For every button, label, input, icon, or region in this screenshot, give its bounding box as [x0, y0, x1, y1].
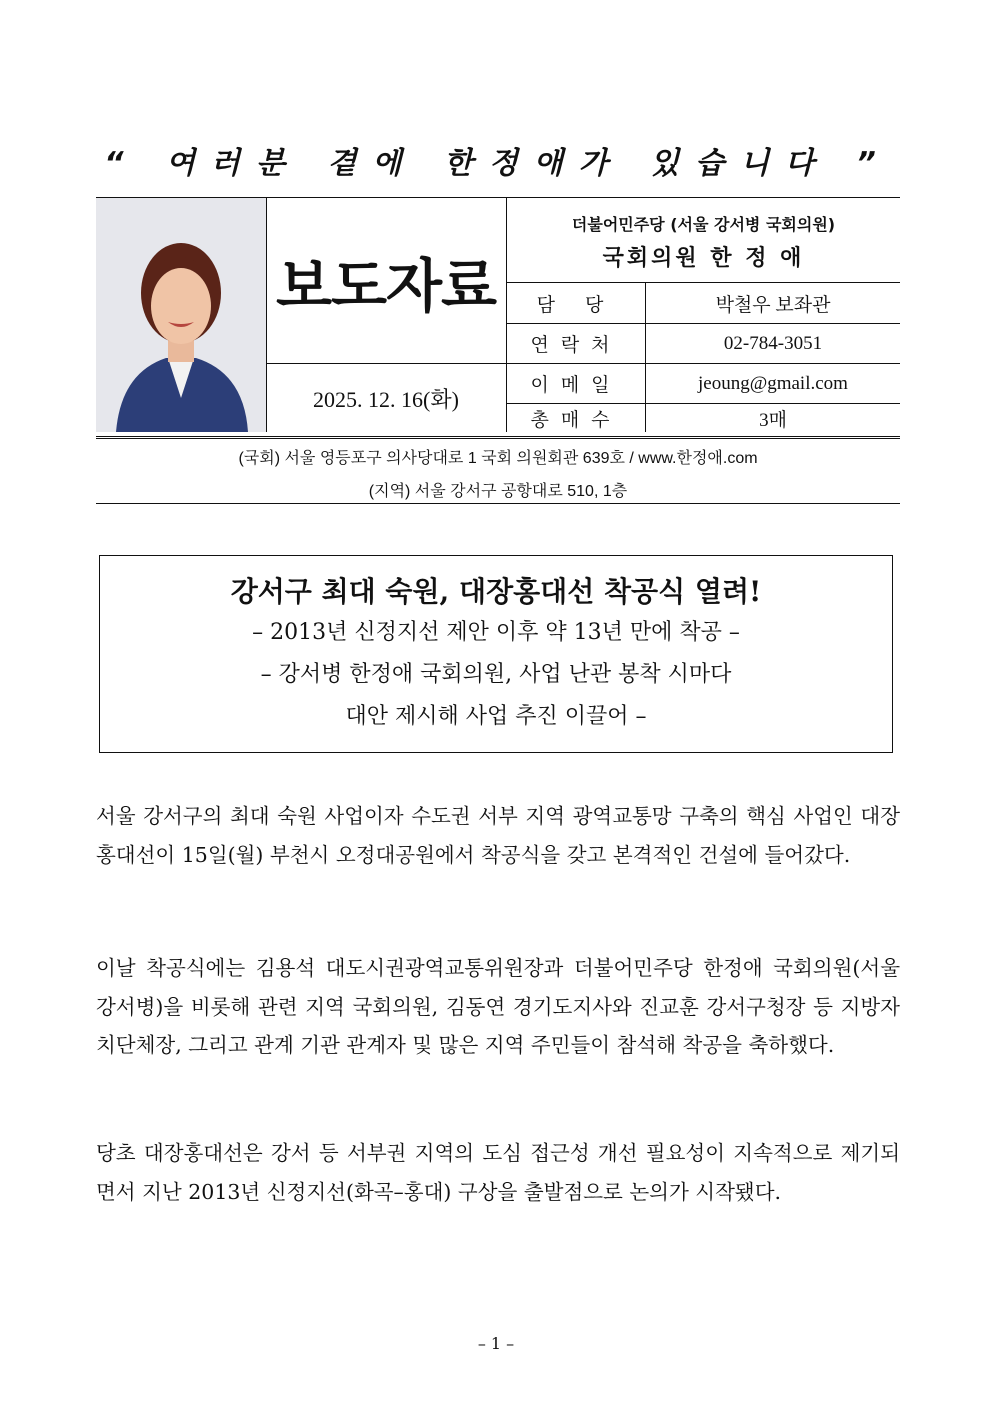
- headline-subtitle-1: – 2013년 신정지선 제안 이후 약 13년 만에 착공 –: [252, 620, 740, 645]
- contact-label: 이메일: [507, 364, 646, 403]
- divider: [96, 503, 900, 504]
- address-local: (지역) 서울 강서구 공항대로 510, 1층: [368, 483, 628, 500]
- contact-row-pages: [507, 404, 900, 432]
- contact-row-manager: [507, 283, 900, 324]
- slogan: “ 여러분 곁에 한정애가 있습니다 ”: [104, 146, 892, 181]
- doc-type-label: 보도자료: [275, 251, 497, 320]
- contact-label: 총매수: [507, 404, 646, 432]
- doc-type-title: [266, 198, 507, 364]
- party-block: [507, 198, 900, 283]
- body-paragraph-2: 이날 착공식에는 김용석 대도시권광역교통위원장과 더불어민주당 한정애 국회의원(서울 강서병)을 비롯해 관련 지역 국회의원, 김동연 경기도지사와 진교훈 강서구청장 등 지방자치단체장, 그리고 관계 기관 관계자 및 많은 지역 주민들이 참석해 착공을 축하했다.: [96, 956, 900, 1057]
- page-number: – 1 –: [477, 1334, 515, 1353]
- body-paragraph-1: 서울 강서구의 최대 숙원 사업이자 수도권 서부 지역 광역교통망 구축의 핵심 사업인 대장홍대선이 15일(월) 부천시 오정대공원에서 착공식을 갖고 본격적인 건설에 들어갔다.: [96, 804, 900, 867]
- headline-subtitle-2: – 강서병 한정애 국회의원, 사업 난관 봉착 시마다: [260, 662, 732, 687]
- body-paragraph-3: 당초 대장홍대선은 강서 등 서부권 지역의 도심 접근성 개선 필요성이 지속적으로 제기되면서 지난 2013년 신정지선(화곡–홍대) 구상을 출발점으로 논의가 시작됐다.: [96, 1141, 900, 1204]
- headline-box: [99, 555, 893, 753]
- portrait-photo: [96, 198, 267, 432]
- contact-label: 담 당: [507, 283, 646, 323]
- release-date: 2025. 12. 16(화): [266, 364, 507, 432]
- contact-row-phone: [507, 324, 900, 364]
- party-line: 더불어민주당 (서울 강서병 국회의원): [571, 215, 836, 234]
- contact-value: 박철우 보좌관: [715, 294, 831, 316]
- address-assembly: (국회) 서울 영등포구 의사당대로 1 국회 의원회관 639호 / www.한정애.com: [238, 450, 758, 467]
- contact-value: 3매: [759, 409, 787, 431]
- contact-value: 02-784-3051: [723, 332, 823, 354]
- contact-value: jeoung@gmail.com: [698, 372, 848, 394]
- member-line: 국회의원 한 정 애: [602, 245, 805, 271]
- contact-row-email: [507, 364, 900, 404]
- contact-label: 연락처: [507, 324, 646, 363]
- headline-subtitle-3: 대안 제시해 사업 추진 이끌어 –: [345, 704, 647, 729]
- headline-title: 강서구 최대 숙원, 대장홍대선 착공식 열려!: [230, 575, 762, 608]
- press-header: [96, 197, 900, 439]
